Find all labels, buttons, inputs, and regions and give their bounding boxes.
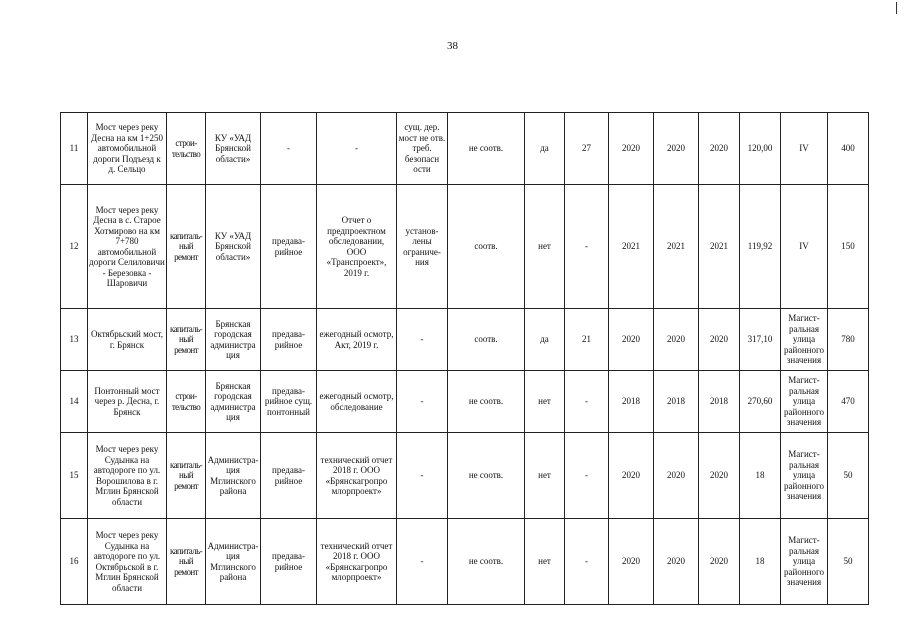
year-value: 2020	[609, 433, 654, 519]
numeric-value: -	[565, 185, 609, 309]
year-value: 2020	[654, 433, 699, 519]
restriction-note: установ-лены ограниче-ния	[397, 185, 448, 309]
restriction-note: -	[397, 519, 448, 605]
restriction-note: -	[397, 309, 448, 371]
compliance-status: не соотв.	[448, 519, 525, 605]
work-type: строи-тельство	[167, 371, 206, 433]
compliance-status: не соотв.	[448, 113, 525, 185]
length-value: 270,60	[740, 371, 781, 433]
table-row	[61, 309, 869, 371]
yes-no-flag: нет	[525, 519, 565, 605]
year-value: 2020	[699, 113, 740, 185]
work-type: капиталь-ный ремонт	[167, 433, 206, 519]
object-name: Понтонный мост через р. Десна, г. Брянск	[88, 371, 167, 433]
restriction-note: -	[397, 433, 448, 519]
numeric-value: 21	[565, 309, 609, 371]
numeric-value: 27	[565, 113, 609, 185]
year-value: 2021	[654, 185, 699, 309]
cost-value: 400	[828, 113, 869, 185]
road-category: Магист-ральная улица районного значения	[781, 519, 828, 605]
inspection-document: технический отчет 2018 г. ООО «Брянскагропро млорпроект»	[317, 433, 397, 519]
yes-no-flag: да	[525, 113, 565, 185]
technical-state: -	[261, 113, 317, 185]
row-number: 12	[61, 185, 88, 309]
year-value: 2020	[609, 309, 654, 371]
cost-value: 50	[828, 433, 869, 519]
owner-organization: Брянская городская администра ция	[206, 371, 261, 433]
year-value: 2018	[654, 371, 699, 433]
road-category: Магист-ральная улица районного значения	[781, 371, 828, 433]
row-number: 14	[61, 371, 88, 433]
row-number: 13	[61, 309, 88, 371]
corner-mark	[896, 2, 897, 14]
length-value: 18	[740, 519, 781, 605]
object-name: Мост через реку Десна на км 1+250 автомобильной дороги Подъезд к д. Сельцо	[88, 113, 167, 185]
yes-no-flag: нет	[525, 185, 565, 309]
length-value: 317,10	[740, 309, 781, 371]
cost-value: 50	[828, 519, 869, 605]
inspection-document: -	[317, 113, 397, 185]
year-value: 2020	[609, 113, 654, 185]
compliance-status: соотв.	[448, 185, 525, 309]
numeric-value: -	[565, 519, 609, 605]
object-name: Октябрьский мост, г. Брянск	[88, 309, 167, 371]
inspection-document: ежегодный осмотр, Акт, 2019 г.	[317, 309, 397, 371]
work-type: капиталь-ный ремонт	[167, 309, 206, 371]
length-value: 119,92	[740, 185, 781, 309]
technical-state: предава-рийное	[261, 309, 317, 371]
year-value: 2021	[699, 185, 740, 309]
year-value: 2020	[699, 309, 740, 371]
work-type: капиталь-ный ремонт	[167, 185, 206, 309]
numeric-value: -	[565, 371, 609, 433]
year-value: 2018	[609, 371, 654, 433]
restriction-note: -	[397, 371, 448, 433]
technical-state: предава-рийное	[261, 519, 317, 605]
work-type: строи-тельство	[167, 113, 206, 185]
compliance-status: не соотв.	[448, 433, 525, 519]
object-name: Мост через реку Десна в с. Старое Хотмирово на км 7+780 автомобильной дороги Селиловичи - Березовка - Шаровичи	[88, 185, 167, 309]
year-value: 2020	[699, 433, 740, 519]
owner-organization: КУ «УАД Брянской области»	[206, 113, 261, 185]
inspection-document: ежегодный осмотр, обследование	[317, 371, 397, 433]
road-category: IV	[781, 113, 828, 185]
table-row	[61, 371, 869, 433]
road-category: Магист-ральная улица районного значения	[781, 309, 828, 371]
inspection-document: Отчет о предпроектном обследовании, ООО «Транспроект», 2019 г.	[317, 185, 397, 309]
bridges-table	[60, 112, 869, 605]
cost-value: 150	[828, 185, 869, 309]
owner-organization: КУ «УАД Брянской области»	[206, 185, 261, 309]
object-name: Мост через реку Судынка на автодороге по ул. Октябрьской в г. Мглин Брянской области	[88, 519, 167, 605]
table-row	[61, 185, 869, 309]
table-row	[61, 433, 869, 519]
row-number: 11	[61, 113, 88, 185]
year-value: 2018	[699, 371, 740, 433]
cost-value: 780	[828, 309, 869, 371]
year-value: 2021	[609, 185, 654, 309]
owner-organization: Администра-ция Мглинского района	[206, 519, 261, 605]
compliance-status: не соотв.	[448, 371, 525, 433]
yes-no-flag: да	[525, 309, 565, 371]
yes-no-flag: нет	[525, 371, 565, 433]
row-number: 15	[61, 433, 88, 519]
row-number: 16	[61, 519, 88, 605]
year-value: 2020	[699, 519, 740, 605]
table-row	[61, 113, 869, 185]
cost-value: 470	[828, 371, 869, 433]
restriction-note: сущ. дер. мост не отв. треб. безопасн ости	[397, 113, 448, 185]
technical-state: предава-рийное	[261, 433, 317, 519]
technical-state: предава-рийное	[261, 185, 317, 309]
year-value: 2020	[654, 309, 699, 371]
table-row	[61, 519, 869, 605]
numeric-value: -	[565, 433, 609, 519]
year-value: 2020	[654, 113, 699, 185]
owner-organization: Администра-ция Мглинского района	[206, 433, 261, 519]
road-category: Магист-ральная улица районного значения	[781, 433, 828, 519]
object-name: Мост через реку Судынка на автодороге по ул. Ворошилова в г. Мглин Брянской области	[88, 433, 167, 519]
work-type: капиталь-ный ремонт	[167, 519, 206, 605]
length-value: 18	[740, 433, 781, 519]
length-value: 120,00	[740, 113, 781, 185]
technical-state: предава-рийное сущ. понтонный	[261, 371, 317, 433]
compliance-status: соотв.	[448, 309, 525, 371]
page-number: 38	[447, 40, 458, 52]
year-value: 2020	[609, 519, 654, 605]
inspection-document: технический отчет 2018 г. ООО «Брянскагропро млорпроект»	[317, 519, 397, 605]
owner-organization: Брянская городская администра ция	[206, 309, 261, 371]
yes-no-flag: нет	[525, 433, 565, 519]
year-value: 2020	[654, 519, 699, 605]
road-category: IV	[781, 185, 828, 309]
